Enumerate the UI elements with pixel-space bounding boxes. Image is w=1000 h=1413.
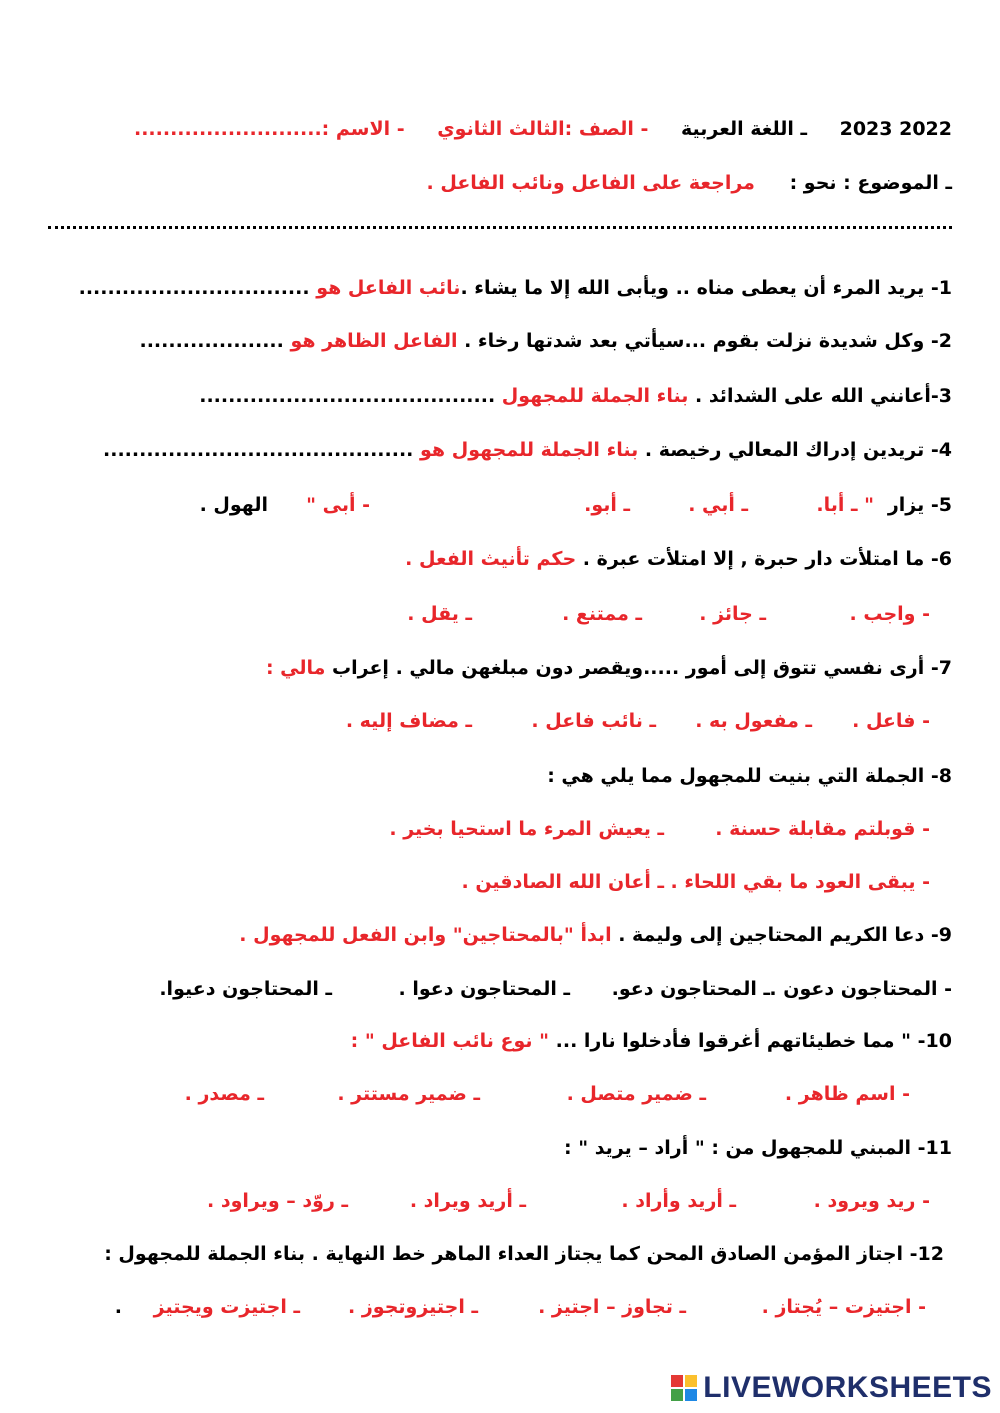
- q8-options-2: [48, 869, 952, 895]
- question-4: 4- تريدين إدراك المعالي رخيصة . بناء الجملة للمجهول هو ...........................................: [103, 439, 952, 461]
- question-10: 10- " مما خطيئاتهم أغرقوا فأدخلوا نارا ... " نوع نائب الفاعل " :: [350, 1030, 952, 1052]
- option-tail: .: [114, 1296, 122, 1318]
- option[interactable]: ـ أعان الله الصادقين .: [461, 871, 664, 893]
- option[interactable]: ـ اجتيزوتجوز .: [348, 1296, 478, 1318]
- question-7: 7- أرى نفسي تتوق إلى أمور .....ويقصر دون مبلغهن مالي . إعراب مالي :: [265, 657, 952, 679]
- topic-prefix: ـ الموضوع : نحو :: [789, 172, 952, 194]
- q10-options: [48, 1081, 952, 1107]
- name-field[interactable]: - الاسم :..........................: [134, 118, 405, 140]
- footer-brand[interactable]: [671, 1371, 992, 1405]
- option[interactable]: ـ المحتاجون دعيوا.: [159, 978, 332, 1000]
- option[interactable]: " ـ أبا.: [816, 494, 874, 516]
- option[interactable]: ـ أبو.: [584, 494, 630, 516]
- option[interactable]: ـ ممتنع .: [562, 603, 642, 625]
- option[interactable]: - أبى ": [306, 494, 370, 516]
- brand-text: LIVEWORKSHEETS: [703, 1371, 992, 1404]
- option[interactable]: ـ روّد – ويراود .: [206, 1190, 348, 1212]
- question-3: 3-أعانني الله على الشدائد . بناء الجملة للمجهول .........................................: [199, 385, 952, 407]
- option[interactable]: ـ جائز .: [699, 603, 766, 625]
- answer-blank[interactable]: ....................: [139, 330, 291, 352]
- question-2: 2- وكل شديدة نزلت بقوم ...سيأتي بعد شدتها رخاء . الفاعل الظاهر هو ....................: [139, 330, 952, 352]
- option[interactable]: - ريد ويرود .: [813, 1190, 930, 1212]
- question-12: 12- اجتاز المؤمن الصادق المحن كما يجتاز العداء الماهر خط النهاية . بناء الجملة للمجهول :: [104, 1243, 944, 1265]
- option[interactable]: ـ يعيش المرء ما استحيا بخير .: [389, 818, 664, 840]
- liveworksheets-logo-icon: [671, 1375, 697, 1401]
- option[interactable]: - يبقى العود ما بقي اللحاء .: [670, 871, 930, 893]
- question-6: 6- ما امتلأت دار حبرة , إلا امتلأت عبرة . حكم تأنيث الفعل .: [405, 548, 952, 570]
- option[interactable]: ـ تجاوز – اجتيز .: [538, 1296, 686, 1318]
- question-8: 8- الجملة التي بنيت للمجهول مما يلي هي :: [547, 765, 952, 787]
- question-5: 5- يزار " ـ أبا. ـ أبي . ـ أبو. - أبى " الهول .: [199, 494, 952, 516]
- header-line-1: [48, 116, 952, 142]
- q12-options: [48, 1294, 952, 1320]
- option[interactable]: - المحتاجون دعون .: [769, 978, 952, 1000]
- q6-options: [48, 601, 952, 627]
- question-11: 11- المبني للمجهول من : " أراد – يريد " :: [563, 1137, 952, 1159]
- dotted-divider: [48, 226, 952, 229]
- option[interactable]: - فاعل .: [852, 710, 930, 732]
- option[interactable]: - قوبلتم مقابلة حسنة .: [715, 818, 930, 840]
- answer-blank[interactable]: ...........................................: [103, 439, 421, 461]
- q11-options: [48, 1188, 952, 1214]
- option[interactable]: ـ يقل .: [407, 603, 472, 625]
- answer-blank[interactable]: ................................: [78, 277, 317, 299]
- answer-blank[interactable]: .........................................: [199, 385, 502, 407]
- option[interactable]: - واجب .: [849, 603, 930, 625]
- option[interactable]: - اجتيزت – يُجتاز .: [761, 1296, 926, 1318]
- q9-options: [48, 976, 952, 1002]
- option[interactable]: ـ أريد ويراد .: [409, 1190, 526, 1212]
- option[interactable]: ـ مفعول به .: [695, 710, 812, 732]
- question-1: 1- يريد المرء أن يعطى مناه .. ويأبى الله إلا ما يشاء .نائب الفاعل هو ................................: [78, 277, 952, 299]
- option[interactable]: ـ اجتيزت ويجتيز: [153, 1296, 300, 1318]
- option-tail: الهول .: [199, 494, 268, 516]
- q8-options-1: [48, 816, 952, 842]
- option[interactable]: ـ مضاف إليه .: [345, 710, 472, 732]
- option[interactable]: ـ ضمير متصل .: [566, 1083, 706, 1105]
- option[interactable]: ـ المحتاجون دعوا .: [398, 978, 570, 1000]
- question-9: 9- دعا الكريم المحتاجين إلى وليمة . ابدأ "بالمحتاجين" وابن الفعل للمجهول .: [239, 924, 952, 946]
- topic-title: مراجعة على الفاعل ونائب الفاعل .: [426, 172, 755, 194]
- option[interactable]: ـ مصدر .: [184, 1083, 264, 1105]
- year: 2022 2023: [839, 118, 952, 140]
- option[interactable]: ـ نائب فاعل .: [531, 710, 656, 732]
- header-line-2: [48, 170, 952, 196]
- subject: ـ اللغة العربية: [680, 118, 807, 140]
- option[interactable]: ـ أبي .: [688, 494, 748, 516]
- option[interactable]: ـ ضمير مستتر .: [337, 1083, 480, 1105]
- option[interactable]: ـ أريد وأراد .: [621, 1190, 736, 1212]
- option[interactable]: - اسم ظاهر .: [784, 1083, 910, 1105]
- option[interactable]: ـ المحتاجون دعو.: [611, 978, 770, 1000]
- q7-options: [48, 708, 952, 734]
- grade: - الصف :الثالث الثانوي: [437, 118, 649, 140]
